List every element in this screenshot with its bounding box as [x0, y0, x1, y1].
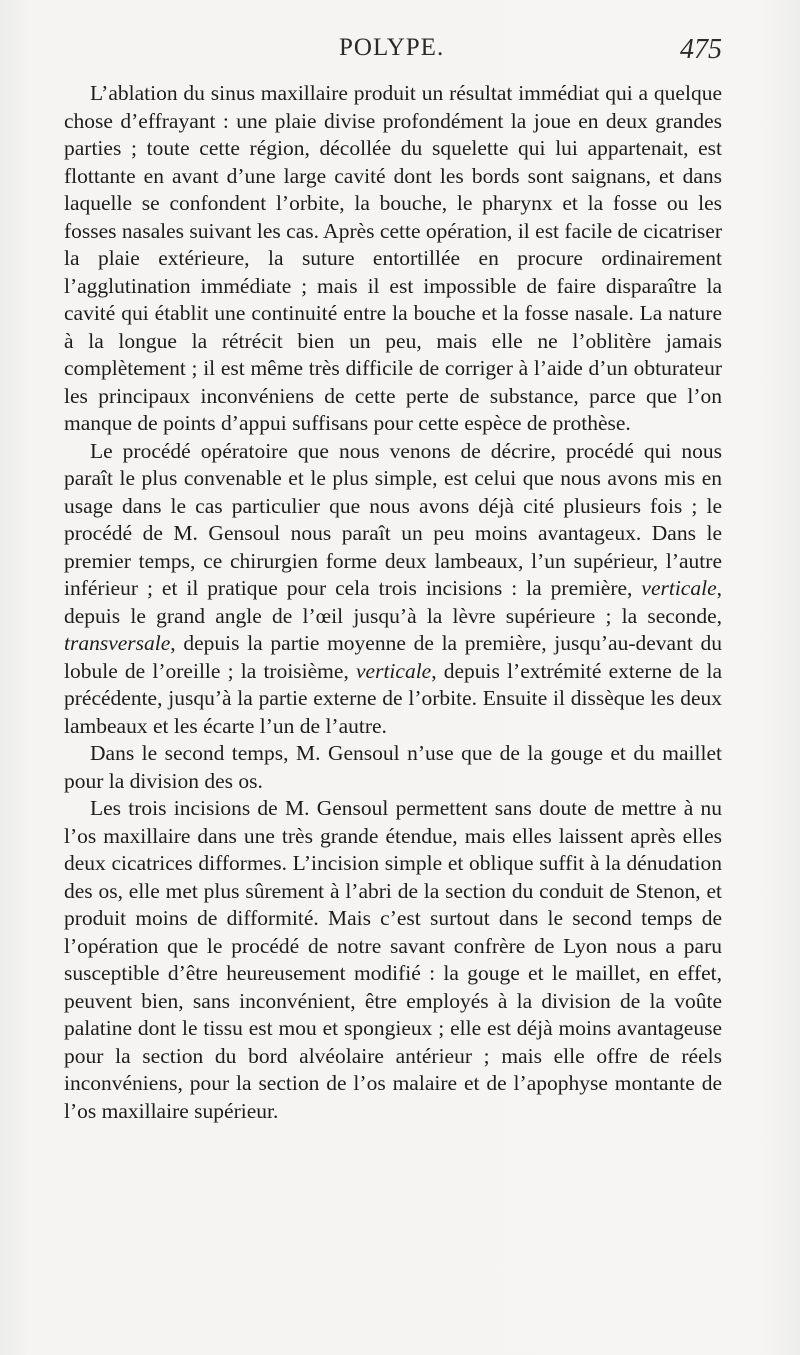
- paragraph-2-emphasis-1: verticale: [641, 576, 717, 600]
- body-text: [64, 80, 722, 1125]
- paragraph-3: Dans le second temps, M. Gensoul n’use que de la gouge et du maillet pour la division des os.: [64, 741, 722, 793]
- paragraph-2-part-1: Le procédé opératoire que nous venons de décrire, procédé qui nous paraît le plus convenable et le plus simple, est celui que nous avons mis en usage dans le cas particulier que nous avons déjà cité plusieurs fois ; le procédé de M. Gensoul nous paraît un peu moins avantageux. Dans le premier temps, ce chirurgien forme deux lambeaux, l’un supérieur, l’autre inférieur ; et il pratique pour cela trois incisions : la première,: [64, 438, 722, 600]
- paragraph-2-part-4: , depuis l’extrémité externe de la précédente, jusqu’à la partie externe de l’orbite. Ensuite il dissèque les deux lambeaux et les écarte l’un de l’autre.: [64, 658, 722, 738]
- page-header: [0, 34, 800, 68]
- paragraph-2-emphasis-3: verticale: [356, 658, 432, 683]
- paragraph-2-part-2: , depuis le grand angle de l’œil jusqu’à la lèvre supérieure ; la seconde,: [64, 576, 722, 628]
- running-title: POLYPE.: [339, 34, 445, 61]
- paragraph-2: [64, 438, 722, 741]
- paragraph-1: L’ablation du sinus maxillaire produit un résultat immédiat qui a quelque chose d’effrayant : une plaie divise profondément la joue en deux grandes parties ; toute cette région, décollée du squelette qui lui appartenait, est flottante en avant d’une large cavité dont les bords sont saignans, et dans laquelle se confondent l’orbite, la bouche, le pharynx et la fosse ou les fosses nasales suivant les cas. Après cette opération, il est facile de cicatriser la plaie extérieure, la suture entortillée en procure ordinairement l’agglutination immédiate ; mais il est impossible de faire disparaître la cavité qui établit une continuité entre la bouche et la fosse nasale. La nature à la longue la rétrécit bien un peu, mais elle ne l’oblitère jamais complètement ; il est même très difficile de corriger à l’aide d’un obturateur les principaux inconvéniens de cette perte de substance, parce que l’on manque de points d’appui suffisans pour cette espèce de prothèse.: [64, 81, 722, 435]
- paragraph-4: Les trois incisions de M. Gensoul permettent sans doute de mettre à nu l’os maxillaire dans une très grande étendue, mais elles laissent après elles deux cicatrices difformes. L’incision simple et oblique suffit à la dénudation des os, elle met plus sûrement à l’abri de la section du conduit de Stenon, et produit moins de difformité. Mais c’est surtout dans le second temps de l’opération que le procédé de notre savant confrère de Lyon nous a paru susceptible d’être heureusement modifié : la gouge et le maillet, en effet, peuvent bien, sans inconvénient, être employés à la division de la voûte palatine dont le tissu est mou et spongieux ; elle est déjà moins avantageuse pour la section du bord alvéolaire antérieur ; mais elle offre de réels inconvéniens, pour la section de l’os malaire et de l’apophyse montante de l’os maxillaire supérieur.: [64, 796, 722, 1123]
- page-number: 475: [680, 34, 722, 65]
- paragraph-2-emphasis-2: transversale: [64, 631, 171, 655]
- paragraph-2-part-3: , depuis la partie moyenne de la première, jusqu’au-devant du lobule de l’oreille ; la troisième,: [64, 631, 722, 683]
